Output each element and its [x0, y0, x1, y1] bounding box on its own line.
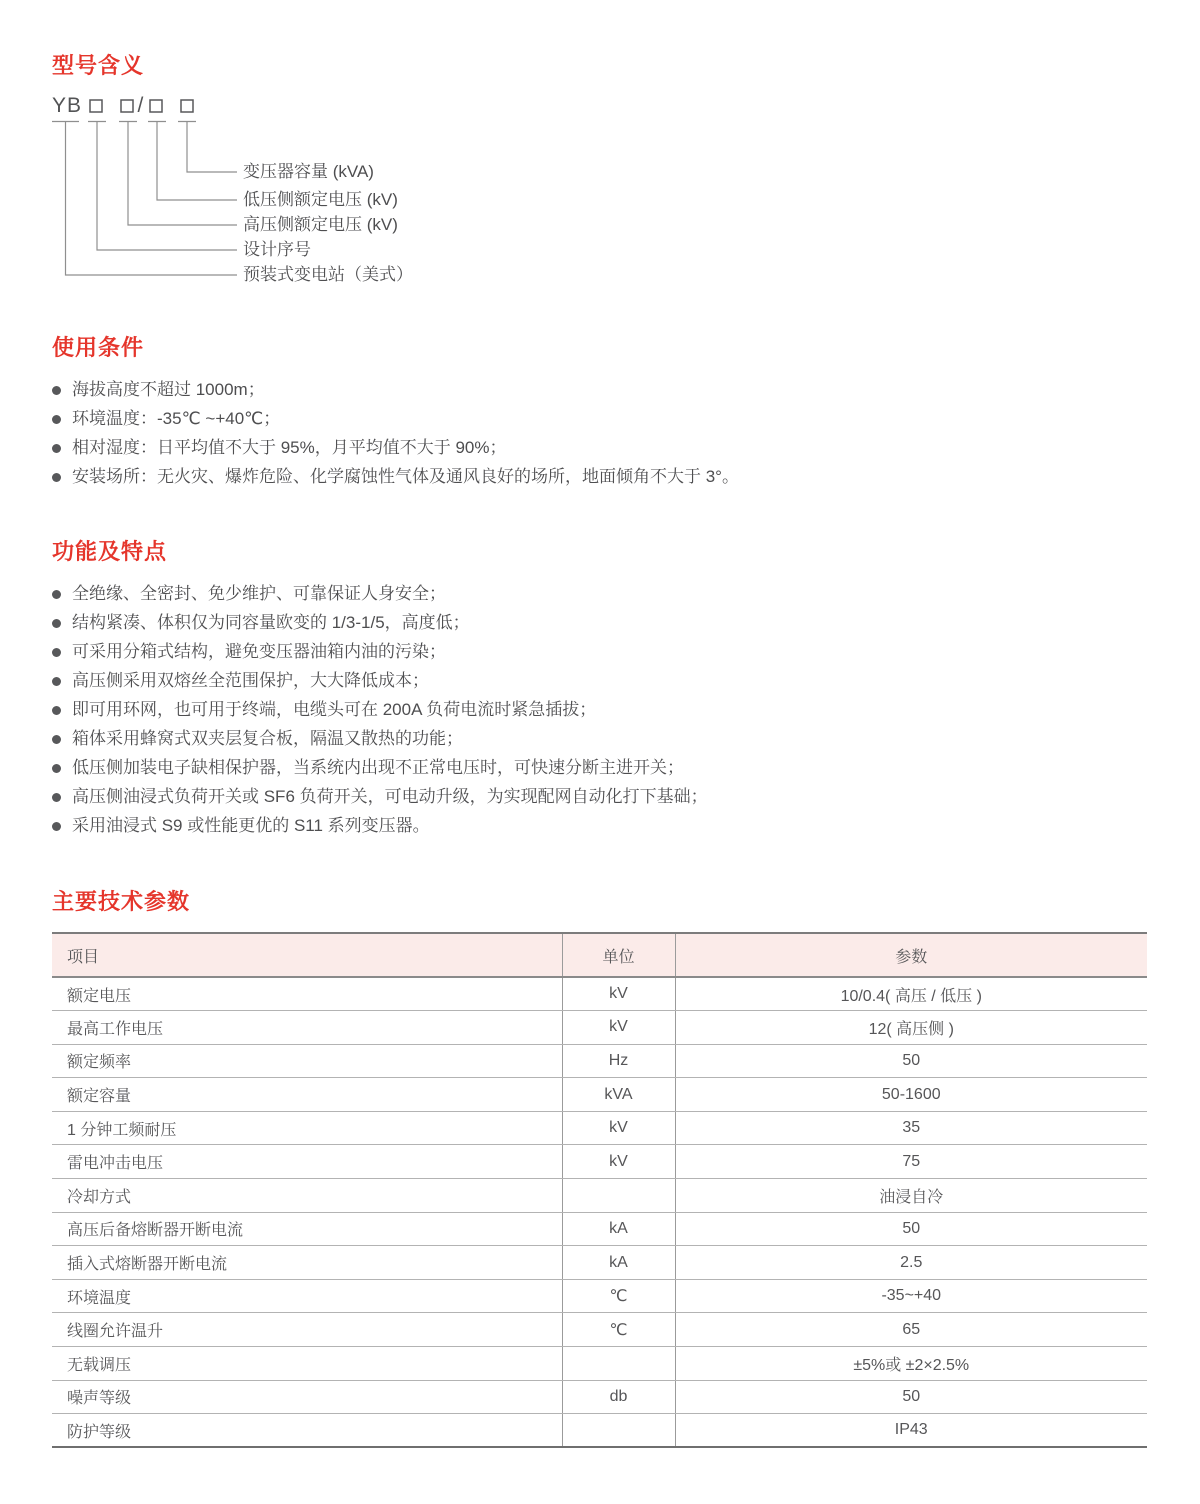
cell-item: 额定容量	[52, 1078, 562, 1112]
cell-unit: ℃	[562, 1279, 675, 1313]
cell-unit: kA	[562, 1246, 675, 1280]
cell-unit: kVA	[562, 1078, 675, 1112]
table-row	[52, 1246, 1147, 1280]
list-item-text: 海拔高度不超过 1000m；	[72, 380, 265, 399]
diagram-label: 预装式变电站（美式）	[243, 265, 413, 284]
cell-item: 防护等级	[52, 1414, 562, 1448]
table-row	[52, 1145, 1147, 1179]
list-item	[52, 409, 1152, 429]
cell-unit: kV	[562, 977, 675, 1011]
cell-value: 65	[675, 1313, 1147, 1347]
diagram-label: 高压侧额定电压 (kV)	[243, 215, 398, 234]
table-row	[52, 1212, 1147, 1246]
cell-value: 50	[675, 1044, 1147, 1078]
list-item-text: 相对湿度：日平均值不大于 95%，月平均值不大于 90%；	[72, 438, 507, 457]
model-prefix: YB	[52, 94, 83, 117]
cell-unit: kV	[562, 1111, 675, 1145]
list-item	[52, 613, 1152, 633]
list-item-text: 全绝缘、全密封、免少维护、可靠保证人身安全；	[72, 584, 446, 603]
bullet-icon	[52, 735, 61, 744]
cell-unit: Hz	[562, 1044, 675, 1078]
bullet-icon	[52, 619, 61, 628]
list-item-text: 环境温度：-35℃ ~+40℃；	[72, 409, 281, 428]
list-item	[52, 671, 1152, 691]
table-row	[52, 1313, 1147, 1347]
table-row	[52, 1111, 1147, 1145]
table-row	[52, 1044, 1147, 1078]
cell-value: ±5%或 ±2×2.5%	[675, 1347, 1147, 1381]
table-header-row	[52, 933, 1147, 977]
list-item-text: 高压侧采用双熔丝全范围保护，大大降低成本；	[72, 671, 429, 690]
model-meaning-section	[52, 52, 1152, 322]
cell-unit	[562, 1347, 675, 1381]
cell-item: 线圈允许温升	[52, 1313, 562, 1347]
list-item-text: 采用油浸式 S9 或性能更优的 S11 系列变压器。	[72, 816, 430, 835]
cell-value: 2.5	[675, 1246, 1147, 1280]
section-title-model: 型号含义	[52, 53, 145, 78]
model-code-diagram	[52, 92, 712, 307]
table-row	[52, 1078, 1147, 1112]
usage-list	[52, 380, 1152, 487]
features-section	[52, 538, 1152, 845]
list-item	[52, 700, 1152, 720]
table-row	[52, 1347, 1147, 1381]
table-row	[52, 1179, 1147, 1213]
list-item	[52, 642, 1152, 662]
cell-item: 冷却方式	[52, 1179, 562, 1213]
table-row	[52, 977, 1147, 1011]
bullet-icon	[52, 648, 61, 657]
section-title-usage: 使用条件	[52, 335, 145, 360]
cell-unit	[562, 1414, 675, 1448]
list-item	[52, 438, 1152, 458]
diagram-label: 变压器容量 (kVA)	[243, 162, 374, 181]
bullet-icon	[52, 706, 61, 715]
cell-unit: kV	[562, 1011, 675, 1045]
section-title-features: 功能及特点	[52, 539, 168, 564]
list-item	[52, 758, 1152, 778]
cell-value: 12( 高压侧 )	[675, 1011, 1147, 1045]
list-item	[52, 729, 1152, 749]
col-header-value: 参数	[675, 933, 1147, 977]
cell-item: 高压后备熔断器开断电流	[52, 1212, 562, 1246]
list-item	[52, 816, 1152, 836]
list-item	[52, 787, 1152, 807]
diagram-connector-lines	[66, 122, 238, 276]
cell-value: 50	[675, 1212, 1147, 1246]
cell-item: 额定频率	[52, 1044, 562, 1078]
bullet-icon	[52, 444, 61, 453]
cell-item: 最高工作电压	[52, 1011, 562, 1045]
list-item-text: 即可用环网，也可用于终端，电缆头可在 200A 负荷电流时紧急插拔；	[72, 700, 597, 719]
cell-value: 35	[675, 1111, 1147, 1145]
diagram-label: 设计序号	[243, 240, 311, 259]
list-item	[52, 584, 1152, 604]
list-item-text: 安装场所：无火灾、爆炸危险、化学腐蚀性气体及通风良好的场所，地面倾角不大于 3°。	[72, 467, 739, 486]
bullet-icon	[52, 473, 61, 482]
cell-unit: kV	[562, 1145, 675, 1179]
model-code-box-icon	[181, 100, 193, 112]
table-row	[52, 1011, 1147, 1045]
list-item-text: 高压侧油浸式负荷开关或 SF6 负荷开关，可电动升级，为实现配网自动化打下基础；	[72, 787, 708, 806]
bullet-icon	[52, 764, 61, 773]
cell-value: 50	[675, 1380, 1147, 1414]
cell-value: 油浸自冷	[675, 1179, 1147, 1213]
cell-item: 插入式熔断器开断电流	[52, 1246, 562, 1280]
cell-value: 50-1600	[675, 1078, 1147, 1112]
list-item-text: 结构紧凑、体积仅为同容量欧变的 1/3-1/5，高度低；	[72, 613, 470, 632]
cell-item: 环境温度	[52, 1279, 562, 1313]
model-code-box-icon	[150, 100, 162, 112]
cell-item: 1 分钟工频耐压	[52, 1111, 562, 1145]
bullet-icon	[52, 677, 61, 686]
bullet-icon	[52, 415, 61, 424]
col-header-item: 项目	[52, 933, 562, 977]
list-item-text: 箱体采用蜂窝式双夹层复合板，隔温又散热的功能；	[72, 729, 463, 748]
parameters-section	[52, 888, 1152, 1448]
cell-value: IP43	[894, 1421, 928, 1439]
cell-item: 雷电冲击电压	[52, 1145, 562, 1179]
cell-item: 噪声等级	[52, 1380, 562, 1414]
model-code-box-icon	[121, 100, 133, 112]
table-row	[52, 1279, 1147, 1313]
cell-unit: ℃	[562, 1313, 675, 1347]
model-slash: /	[137, 94, 145, 117]
cell-value: -35~+40	[675, 1279, 1147, 1313]
cell-value: 75	[675, 1145, 1147, 1179]
bullet-icon	[52, 793, 61, 802]
list-item	[52, 380, 1152, 400]
section-title-parameters: 主要技术参数	[52, 889, 191, 914]
bullet-icon	[52, 822, 61, 831]
col-header-unit: 单位	[562, 933, 675, 977]
bullet-icon	[52, 386, 61, 395]
diagram-label: 低压侧额定电压 (kV)	[243, 190, 398, 209]
cell-item: 额定电压	[52, 977, 562, 1011]
cell-unit: db	[562, 1380, 675, 1414]
cell-unit	[562, 1179, 675, 1213]
list-item	[52, 467, 1152, 487]
model-code-box-icon	[90, 100, 102, 112]
cell-value: 10/0.4( 高压 / 低压 )	[675, 977, 1147, 1011]
bullet-icon	[52, 590, 61, 599]
features-list	[52, 584, 1152, 836]
cell-unit: kA	[562, 1212, 675, 1246]
table-row	[52, 1380, 1147, 1414]
usage-conditions-section	[52, 334, 1152, 496]
table-row	[52, 1414, 1147, 1448]
parameters-table	[52, 932, 1147, 1448]
list-item-text: 可采用分箱式结构，避免变压器油箱内油的污染；	[72, 642, 446, 661]
cell-item: 无载调压	[52, 1347, 562, 1381]
list-item-text: 低压侧加装电子缺相保护器，当系统内出现不正常电压时，可快速分断主进开关；	[72, 758, 684, 777]
